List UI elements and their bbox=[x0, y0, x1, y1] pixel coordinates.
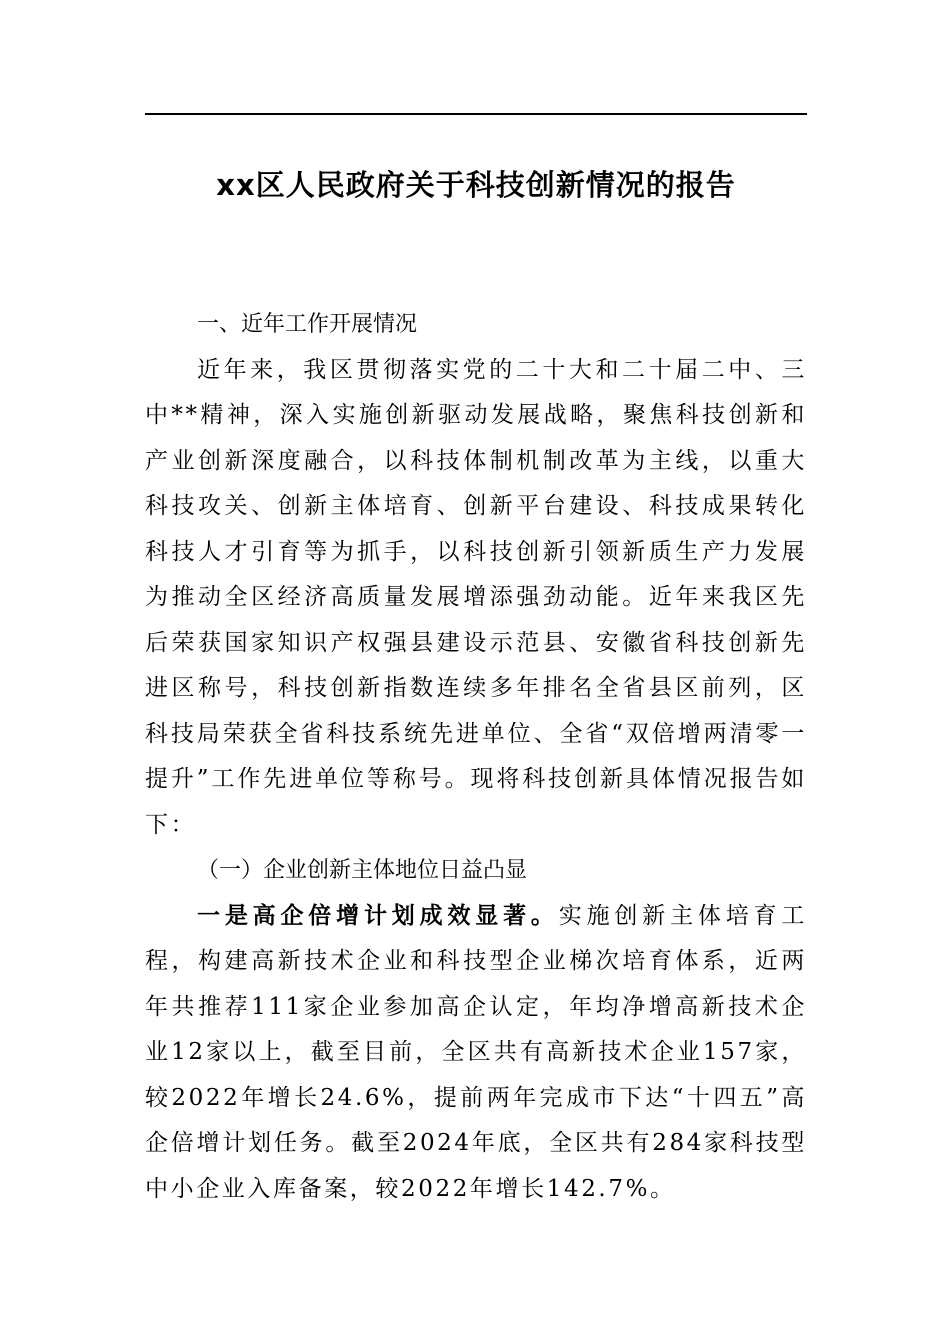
subsection-heading: （一）企业创新主体地位日益凸显 bbox=[197, 858, 528, 883]
intro-paragraph: 近年来，我区贯彻落实党的二十大和二十届二中、三中**精神，深入实施创新驱动发展战略，聚焦科技创新和产业创新深度融合，以科技体制机制改革为主线，以重大科技攻关、创新主体培育、创新平台建设、科技成果转化科技人才引育等为抓手，以科技创新引领新质生产力发展为推动全区经济高质量发展增添强劲动能。近年来我区先后荣获国家知识产权强县建设示范县、安徽省科技创新先进区称号，科技创新指数连续多年排名全省县区前列，区科技局荣获全省科技系统先进单位、全省“双倍增两清零一提升”工作先进单位等称号。现将科技创新具体情况报告如下： bbox=[145, 356, 807, 838]
item-text: 实施创新主体培育工程，构建高新技术企业和科技型企业梯次培育体系，近两年共推荐111家企业参加高企认定，年均净增高新技术企业12家以上，截至目前，全区共有高新技术企业157家，较2022年增长24.6%，提前两年完成市下达“十四五”高企倍增计划任务。截至2024年底，全区共有284家科技型中小企业入库备案，较2022年增长142.7%。 bbox=[145, 902, 807, 1202]
document-title: xx区人民政府关于科技创新情况的报告 bbox=[216, 168, 736, 202]
item-lead: 一是高企倍增计划成效显著。 bbox=[197, 902, 559, 929]
item-paragraph bbox=[145, 894, 807, 1213]
header-rule bbox=[145, 113, 807, 115]
document-body bbox=[145, 302, 807, 1212]
section-heading: 一、近年工作开展情况 bbox=[197, 312, 418, 337]
